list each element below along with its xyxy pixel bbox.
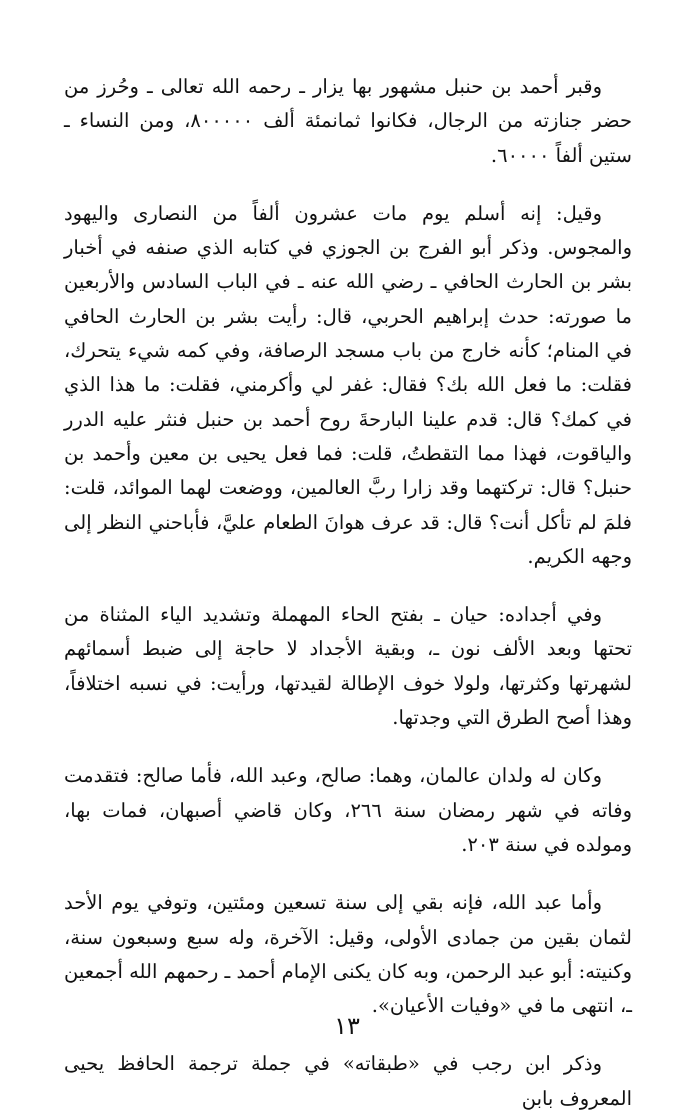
paragraph-gap [64,862,632,886]
paragraph-1: وقبر أحمد بن حنبل مشهور بها يزار ـ رحمه الله تعالى ـ وحُرز من حضر جنازته من الرجال، فكانوا ثمانمئة ألف ٨٠٠٠٠٠، ومن النساء ـ ستين ألفاً ٦٠٠٠٠. [64,75,632,167]
paragraph-gap [64,574,632,598]
paragraph-gap [64,735,632,759]
page-number: ١٣ [334,1012,360,1040]
paragraph-6: وذكر ابن رجب في «طبقاته» في جملة ترجمة الحافظ يحيى المعروف بابن [64,1052,632,1110]
page-body [64,70,632,1116]
paragraph-4: وكان له ولدان عالمان، وهما: صالح، وعبد الله، فأما صالح: فتقدمت وفاته في شهر رمضان سنة ٢٦٦، وكان قاضي أصبهان، فمات بها، ومولده في سنة ٢٠٣. [64,764,632,856]
paragraph-3: وفي أجداده: حيان ـ بفتح الحاء المهملة وتشديد الياء المثناة من تحتها وبعد الألف نون ـ، وبقية الأجداد لا حاجة إلى ضبط أسمائهم لشهرتها وكثرتها، ولولا خوف الإطالة لقيدتها، ورأيت: في نسبه اختلافاً، وهذا أصح الطرق التي وجدتها. [64,603,632,730]
paragraph-gap [64,173,632,197]
paragraph-5: وأما عبد الله، فإنه بقي إلى سنة تسعين ومئتين، وتوفي يوم الأحد لثمان بقين من جمادى الأولى، وقيل: الآخرة، وله سبع وسبعون سنة، وكنيته: أبو عبد الرحمن، وبه كان يكنى الإمام أحمد ـ رحمهم الله أجمعين ـ، انتهى ما في «وفيات الأعيان». [64,891,632,1018]
paragraph-2: وقيل: إنه أسلم يوم مات عشرون ألفاً من النصارى واليهود والمجوس. وذكر أبو الفرج بن الجوزي في كتابه الذي صنفه في أخبار بشر بن الحارث الحافي ـ رضي الله عنه ـ في الباب السادس والأربعين ما صورته: حدث إبراهيم الحربي، قال: رأيت بشر بن الحارث الحافي في المنام؛ كأنه خارج من باب مسجد الرصافة، وفي كمه شيء يتحرك، فقلت: ما فعل الله بك؟ فقال: غفر لي وأكرمني، فقلت: ما هذا الذي في كمك؟ قال: قدم علينا البارحةَ روح أحمد بن حنبل فنثر عليه الدرر والياقوت، فهذا مما التقطتُ، قلت: فما فعل يحيى بن معين وأحمد بن حنبل؟ قال: تركتهما وقد زارا ربَّ العالمين، ووضعت لهما الموائد، قلت: فلمَ لم تأكل أنت؟ قال: قد عرف هوانَ الطعام عليَّ، فأباحني النظر إلى وجهه الكريم. [64,201,632,568]
